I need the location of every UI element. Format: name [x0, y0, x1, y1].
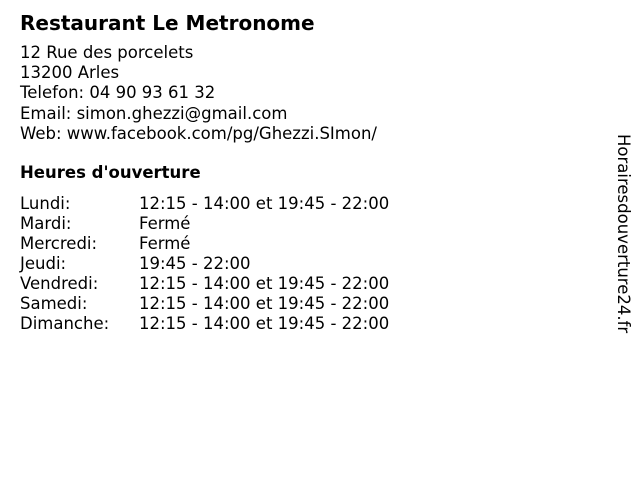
address-block: [20, 43, 377, 144]
time-value: 12:15 - 14:00 et 19:45 - 22:00: [139, 294, 390, 313]
time-value: Fermé: [139, 234, 191, 253]
website-url: Web: www.facebook.com/pg/Ghezzi.SImon/: [20, 123, 377, 143]
day-label: Jeudi:: [20, 254, 67, 273]
day-label: Vendredi:: [20, 274, 99, 293]
day-label: Samedi:: [20, 294, 88, 313]
city-postal: 13200 Arles: [20, 63, 120, 83]
street-address: 12 Rue des porcelets: [20, 43, 194, 62]
time-value: 12:15 - 14:00 et 19:45 - 22:00: [139, 274, 390, 293]
day-label: Mercredi:: [20, 234, 98, 253]
email-address: Email: simon.ghezzi@gmail.com: [20, 103, 288, 123]
day-label: Lundi:: [20, 194, 71, 213]
day-label: Dimanche:: [20, 314, 110, 333]
time-value: 19:45 - 22:00: [139, 254, 251, 273]
time-value: 12:15 - 14:00 et 19:45 - 22:00: [139, 314, 390, 333]
time-value: 12:15 - 14:00 et 19:45 - 22:00: [139, 194, 390, 213]
restaurant-title: Restaurant Le Metronome: [20, 11, 315, 35]
time-value: Fermé: [139, 214, 191, 233]
phone-number: Telefon: 04 90 93 61 32: [20, 83, 216, 103]
site-watermark: Horairesdouverture24.fr: [614, 134, 633, 334]
day-label: Mardi:: [20, 214, 72, 233]
hours-heading: Heures d'ouverture: [20, 163, 201, 182]
